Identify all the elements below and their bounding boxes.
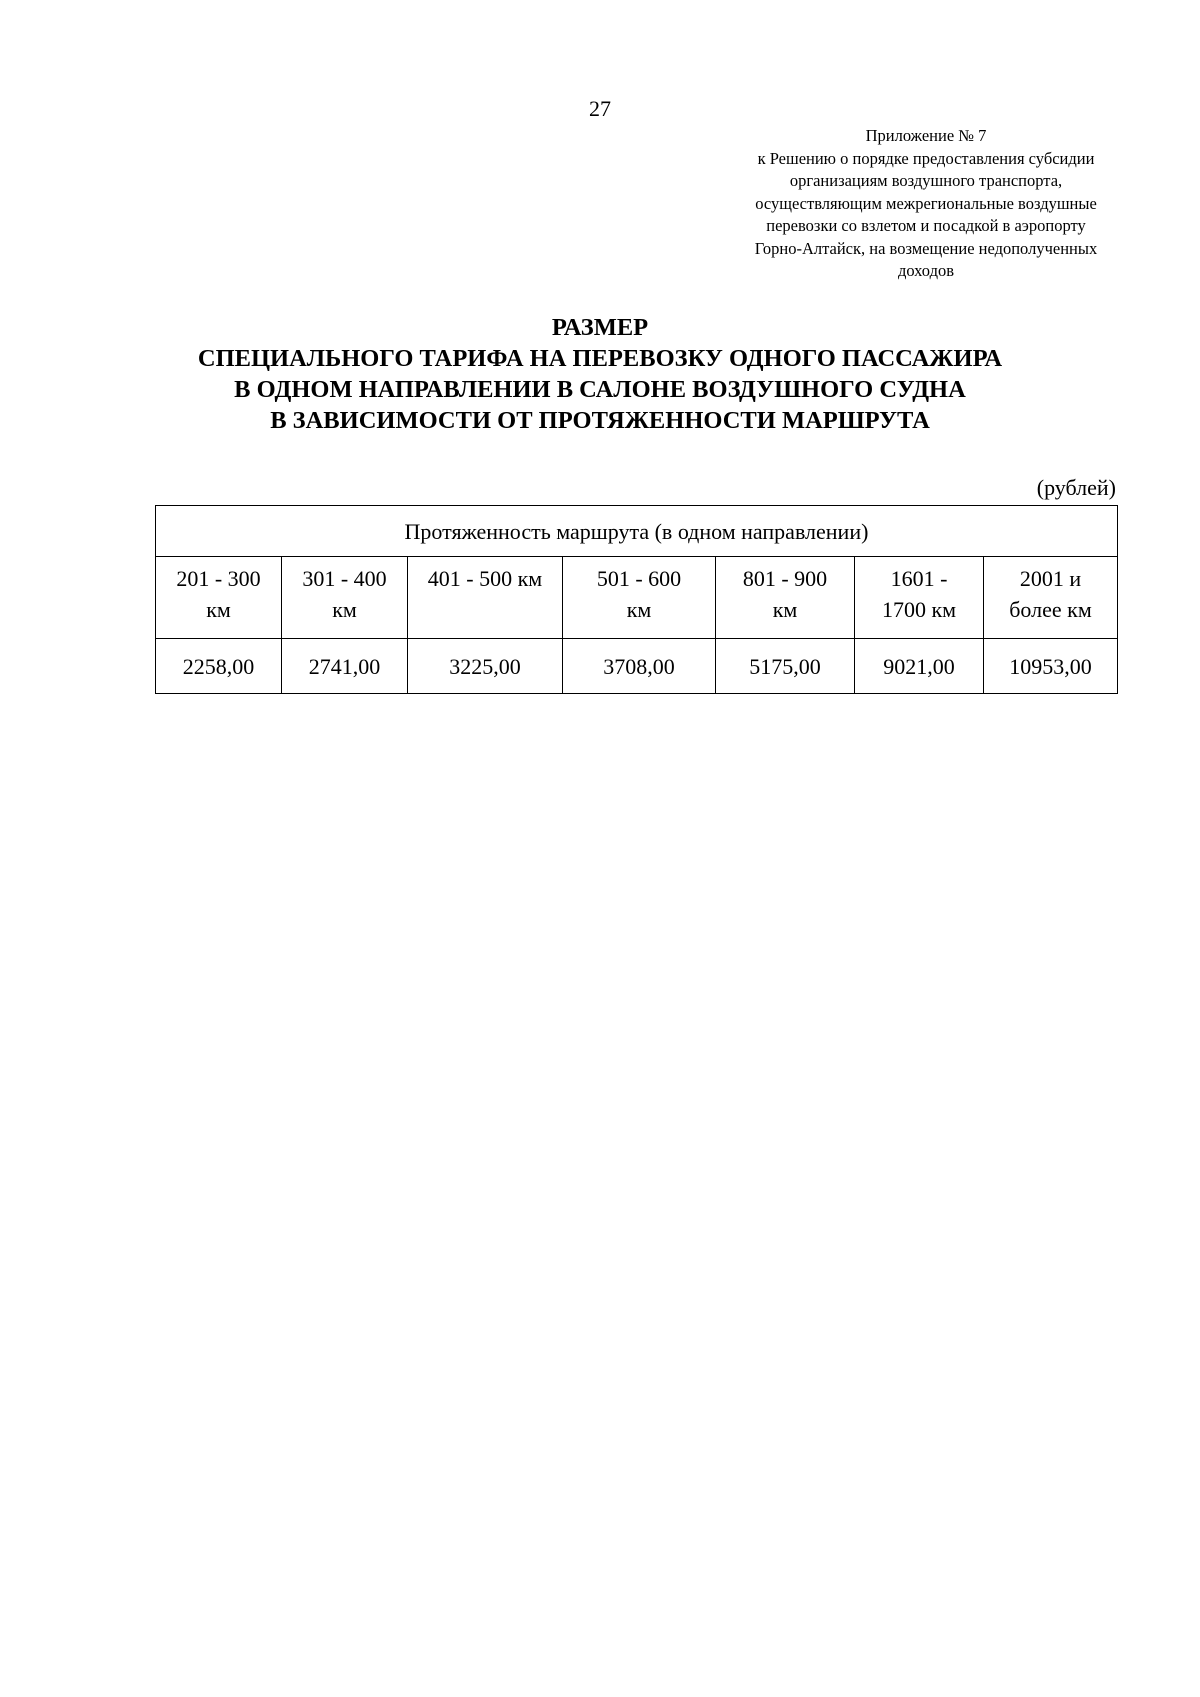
table-header-row (156, 557, 1118, 639)
distance-range-header (855, 557, 984, 639)
distance-range-header (408, 557, 563, 639)
header-line: 401 - 500 км (427, 566, 543, 591)
header-line: более км (1009, 597, 1092, 622)
currency-unit: (рублей) (1036, 475, 1116, 500)
header-line: км (206, 597, 231, 622)
document-title (0, 312, 1200, 436)
appendix-line: доходов (897, 261, 955, 280)
distance-range-header (563, 557, 716, 639)
header-line: 201 - 300 (176, 566, 261, 591)
table-span-header-row (156, 506, 1118, 557)
tariff-table (155, 505, 1118, 694)
page-number: 27 (589, 96, 611, 121)
tariff-value-cell: 9021,00 (855, 639, 984, 694)
distance-range-header (716, 557, 855, 639)
header-line: 1700 км (881, 597, 957, 622)
appendix-line: к Решению о порядке предоставления субсидии (757, 148, 1095, 168)
appendix-line: Приложение № 7 (865, 126, 987, 145)
tariff-value-cell: 3708,00 (563, 639, 716, 694)
header-line: 501 - 600 (596, 566, 682, 591)
appendix-line: Горно-Алтайск, на возмещение недополученных (754, 238, 1098, 258)
tariff-value-cell: 2741,00 (282, 639, 408, 694)
distance-range-header (984, 557, 1118, 639)
tariff-value-cell: 2258,00 (156, 639, 282, 694)
tariff-value-cell: 10953,00 (984, 639, 1118, 694)
title-line: РАЗМЕР (551, 314, 649, 341)
title-line: В ЗАВИСИМОСТИ ОТ ПРОТЯЖЕННОСТИ МАРШРУТА (270, 407, 930, 434)
header-line: 801 - 900 (742, 566, 828, 591)
appendix-line: перевозки со взлетом и посадкой в аэропорту (766, 216, 1086, 235)
table-row (156, 639, 1118, 694)
header-line: км (626, 597, 652, 622)
header-line: 2001 и (1019, 566, 1082, 591)
distance-range-header (282, 557, 408, 639)
appendix-reference (720, 125, 1132, 283)
tariff-value-cell: 3225,00 (408, 639, 563, 694)
header-line: км (332, 597, 357, 622)
appendix-line: организациям воздушного транспорта, (789, 171, 1063, 190)
header-line: 301 - 400 (302, 566, 387, 591)
title-line: В ОДНОМ НАПРАВЛЕНИИ В САЛОНЕ ВОЗДУШНОГО СУДНА (234, 376, 966, 403)
route-length-header: Протяженность маршрута (в одном направлении) (156, 506, 1118, 557)
distance-range-header (156, 557, 282, 639)
tariff-value-cell: 5175,00 (716, 639, 855, 694)
header-line: км (772, 597, 798, 622)
appendix-line: осуществляющим межрегиональные воздушные (755, 193, 1097, 213)
title-line: СПЕЦИАЛЬНОГО ТАРИФА НА ПЕРЕВОЗКУ ОДНОГО ПАССАЖИРА (197, 345, 1003, 372)
header-line: 1601 - (890, 566, 948, 591)
